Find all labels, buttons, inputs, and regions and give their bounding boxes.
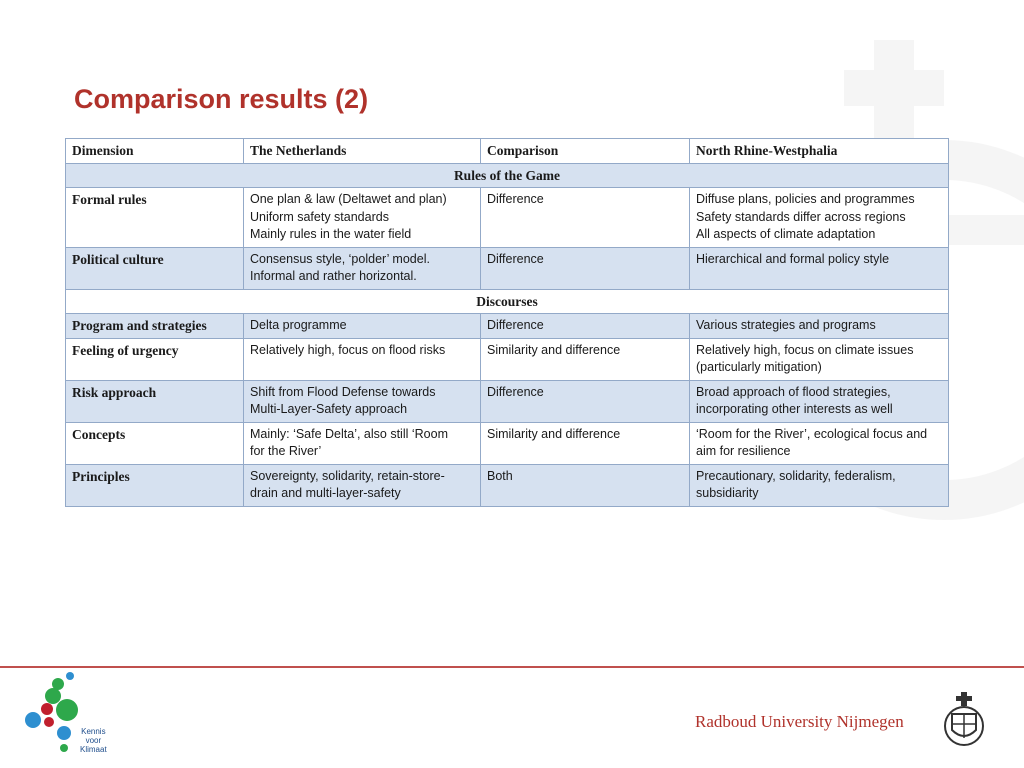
dimension-cell: Formal rules <box>66 188 244 248</box>
cell-line: Uniform safety standards <box>250 209 389 224</box>
cell-line: subsidiarity <box>696 486 759 500</box>
university-seal-icon <box>940 690 988 748</box>
university-name: Radboud University Nijmegen <box>695 712 904 731</box>
cell-line: Diffuse plans, policies and programmes <box>696 192 915 206</box>
cell-line: Multi-Layer-Safety approach <box>250 402 408 416</box>
column-header: The Netherlands <box>244 139 481 164</box>
table-row <box>66 338 949 380</box>
netherlands-cell <box>244 188 481 248</box>
cell-line: One plan & law (Deltawet and plan) <box>250 192 447 206</box>
cell-line: Mainly: ‘Safe Delta’, also still ‘Room <box>250 426 448 441</box>
dimension-cell: Program and strategies <box>66 314 244 339</box>
cell-line: aim for resilience <box>696 444 791 458</box>
cell-line: Shift from Flood Defense towards <box>250 384 436 399</box>
kennis-voor-klimaat-text: Kennis voor Klimaat <box>80 727 107 754</box>
nrw-cell <box>690 247 949 289</box>
table-row <box>66 188 949 248</box>
column-header: Comparison <box>481 139 690 164</box>
section-row <box>66 289 949 314</box>
netherlands-cell <box>244 380 481 422</box>
table-row <box>66 247 949 289</box>
cell-line: Informal and rather horizontal. <box>250 269 417 283</box>
dimension-cell: Principles <box>66 464 244 506</box>
nrw-cell <box>690 380 949 422</box>
comparison-cell: Similarity and difference <box>481 422 690 464</box>
section-label: Rules of the Game <box>66 163 949 188</box>
table-header-row <box>66 139 949 164</box>
cell-line: All aspects of climate adaptation <box>696 227 876 241</box>
comparison-table <box>65 138 949 507</box>
comparison-cell: Similarity and difference <box>481 338 690 380</box>
nrw-cell <box>690 422 949 464</box>
netherlands-cell <box>244 338 481 380</box>
section-row <box>66 163 949 188</box>
comparison-cell: Difference <box>481 188 690 248</box>
netherlands-cell <box>244 247 481 289</box>
cell-line: Relatively high, focus on climate issues <box>696 342 914 357</box>
cell-line: (particularly mitigation) <box>696 360 822 374</box>
cell-line: drain and multi-layer-safety <box>250 486 401 500</box>
comparison-cell: Both <box>481 464 690 506</box>
dimension-cell: Feeling of urgency <box>66 338 244 380</box>
nrw-cell <box>690 464 949 506</box>
dimension-cell: Political culture <box>66 247 244 289</box>
slide-title: Comparison results (2) <box>74 84 369 114</box>
cell-line: Various strategies and programs <box>696 318 876 332</box>
comparison-cell: Difference <box>481 380 690 422</box>
table-row <box>66 464 949 506</box>
netherlands-cell <box>244 314 481 339</box>
comparison-cell: Difference <box>481 247 690 289</box>
section-label: Discourses <box>66 289 949 314</box>
nrw-cell <box>690 188 949 248</box>
netherlands-cell <box>244 422 481 464</box>
cell-line: ‘Room for the River’, ecological focus and <box>696 426 928 441</box>
footer-divider <box>0 666 1024 668</box>
cell-line: Broad approach of flood strategies, <box>696 384 891 399</box>
cell-line: Sovereignty, solidarity, retain-store- <box>250 468 445 483</box>
table-row <box>66 380 949 422</box>
nrw-cell <box>690 314 949 339</box>
table-row <box>66 422 949 464</box>
cell-line: Relatively high, focus on flood risks <box>250 342 446 357</box>
cell-line: Precautionary, solidarity, federalism, <box>696 468 896 483</box>
dimension-cell: Risk approach <box>66 380 244 422</box>
table-row <box>66 314 949 339</box>
cell-line: Safety standards differ across regions <box>696 209 906 224</box>
cell-line: for the River’ <box>250 444 322 458</box>
nrw-cell <box>690 338 949 380</box>
cell-line: Consensus style, ‘polder’ model. <box>250 251 430 266</box>
dimension-cell: Concepts <box>66 422 244 464</box>
column-header: North Rhine-Westphalia <box>690 139 949 164</box>
cell-line: Delta programme <box>250 318 347 332</box>
comparison-cell: Difference <box>481 314 690 339</box>
column-header: Dimension <box>66 139 244 164</box>
netherlands-cell <box>244 464 481 506</box>
cell-line: Mainly rules in the water field <box>250 227 412 241</box>
cell-line: incorporating other interests as well <box>696 402 893 416</box>
cell-line: Hierarchical and formal policy style <box>696 251 890 266</box>
